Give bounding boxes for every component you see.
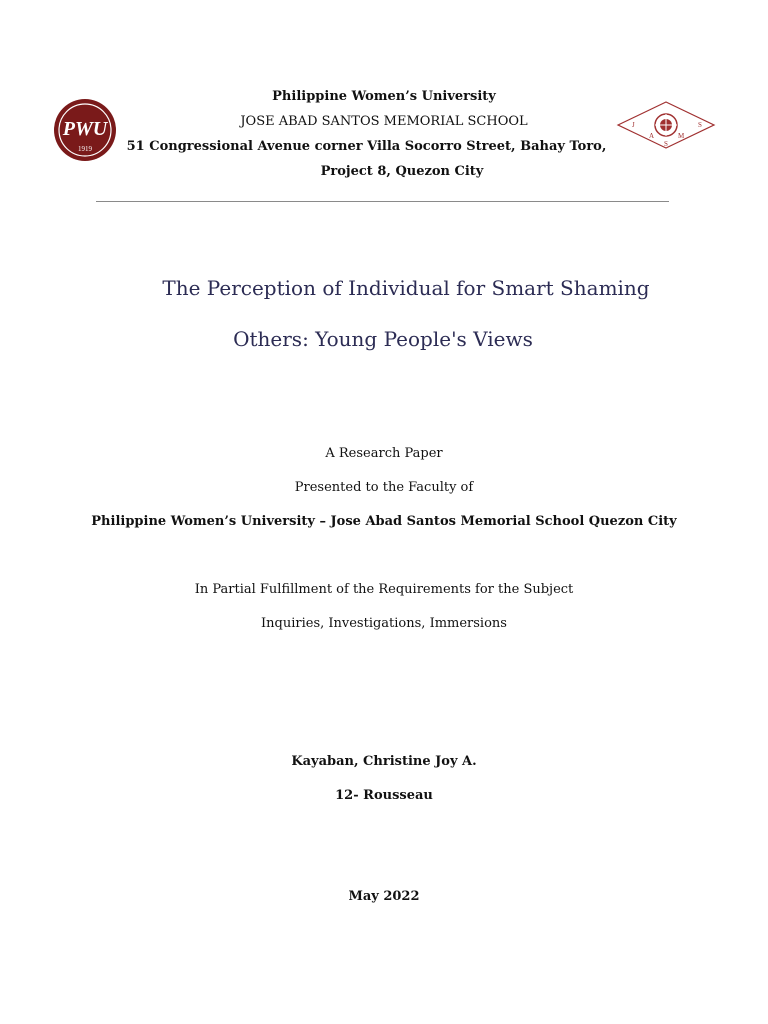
submission-date: May 2022 (348, 889, 420, 904)
author-section: 12- Rousseau (335, 788, 433, 803)
paper-type: A Research Paper (325, 446, 443, 461)
svg-text:1919: 1919 (78, 145, 92, 153)
svg-text:PWU: PWU (62, 118, 108, 140)
presented-to: Presented to the Faculty of (294, 480, 474, 495)
institution-name: Philippine Women’s University – Jose Abad Santos Memorial School Quezon City (91, 514, 677, 529)
svg-text:J: J (632, 121, 635, 129)
svg-text:S: S (664, 140, 668, 148)
school-name: JOSE ABAD SANTOS MEMORIAL SCHOOL (240, 114, 528, 129)
header-divider (96, 201, 669, 202)
title-line-2: Others: Young People's Views (233, 327, 533, 351)
subject-name: Inquiries, Investigations, Immersions (261, 616, 507, 631)
svg-text:S: S (698, 121, 702, 129)
fulfillment-statement: In Partial Fulfillment of the Requirements for the Subject (194, 582, 574, 597)
university-name: Philippine Women’s University (272, 89, 496, 104)
address-line-1: 51 Congressional Avenue corner Villa Socorro Street, Bahay Toro, (126, 139, 607, 154)
svg-text:A: A (649, 132, 655, 140)
author-name: Kayaban, Christine Joy A. (291, 754, 477, 769)
svg-text:M: M (678, 132, 685, 140)
title-line-1: The Perception of Individual for Smart Shaming (162, 276, 650, 300)
address-line-2: Project 8, Quezon City (320, 164, 484, 179)
